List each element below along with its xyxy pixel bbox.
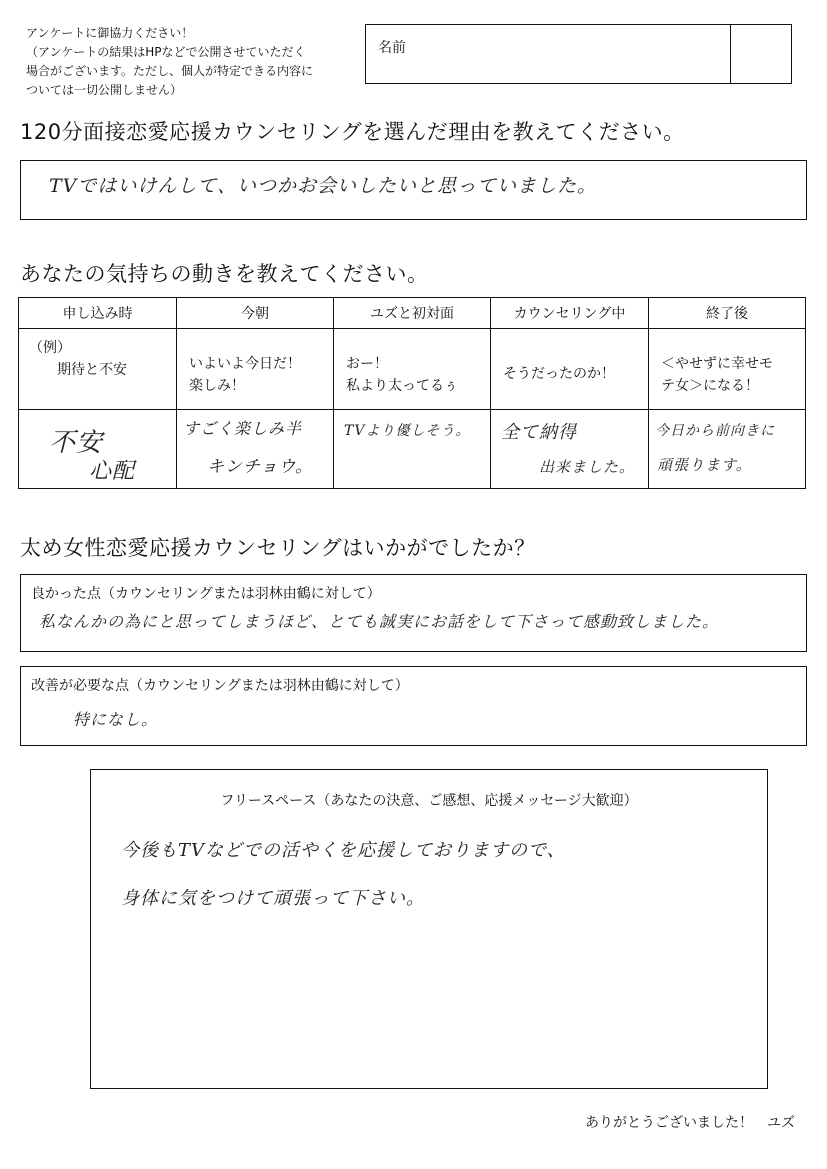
thanks-note: ありがとうございました！ ユズ xyxy=(585,1115,795,1131)
example-cell xyxy=(649,329,806,410)
free-space-line: 今後もTVなどでの活やくを応援しておりますので、 xyxy=(121,840,566,861)
answer-text: TVより優しそう。 xyxy=(344,423,471,439)
q3-heading: 太め女性恋愛応援カウンセリングはいかがでしたか？ xyxy=(20,536,536,560)
good-points-box[interactable] xyxy=(20,574,807,652)
improvement-label: 改善が必要な点（カウンセリングまたは羽林由鶴に対して） xyxy=(31,678,409,694)
intro-notice xyxy=(26,24,356,100)
example-text: ＜やせずに幸せモ xyxy=(661,356,773,372)
q1-answer-box[interactable] xyxy=(20,160,807,220)
improvement-answer: 特になし。 xyxy=(73,710,159,729)
example-text: いよいよ今日だ！ xyxy=(189,356,301,372)
name-label: 名前 xyxy=(378,40,406,56)
intro-line: （アンケートの結果はHPなどで公開させていただく xyxy=(26,45,306,59)
good-points-answer: 私なんかの為にと思ってしまうほど、とても誠実にお話をして下さって感動致しました。 xyxy=(39,612,720,631)
good-points-label: 良かった点（カウンセリングまたは羽林由鶴に対して） xyxy=(31,586,381,602)
answer-cell[interactable] xyxy=(334,410,491,489)
example-cell xyxy=(177,329,334,410)
name-field[interactable] xyxy=(365,24,792,84)
answer-cell[interactable] xyxy=(649,410,806,489)
intro-line: ついては一切公開しません） xyxy=(26,83,183,97)
example-text: テ女＞になる！ xyxy=(661,378,759,394)
free-space-box[interactable] xyxy=(90,769,768,1089)
example-cell xyxy=(491,329,649,410)
answer-text: 出来ました。 xyxy=(539,458,636,476)
answer-text: 心配 xyxy=(89,459,136,484)
column-header: カウンセリング中 xyxy=(491,298,649,329)
answer-cell[interactable] xyxy=(491,410,649,489)
free-space-line: 身体に気をつけて頑張って下さい。 xyxy=(121,888,425,909)
column-header: 申し込み時 xyxy=(19,298,177,329)
intro-line: アンケートに御協力ください！ xyxy=(26,26,194,40)
feelings-answer-row xyxy=(19,410,806,489)
answer-text: 全て納得 xyxy=(501,422,577,443)
feelings-table xyxy=(18,297,806,489)
column-header: 今朝 xyxy=(177,298,334,329)
feelings-example-row xyxy=(19,329,806,410)
example-cell xyxy=(19,329,177,410)
answer-cell[interactable] xyxy=(19,410,177,489)
column-header: ユズと初対面 xyxy=(334,298,491,329)
example-text: 期待と不安 xyxy=(57,362,127,378)
example-text: おー！ xyxy=(346,356,388,372)
answer-text: 不安 xyxy=(49,428,104,458)
example-tag: （例） xyxy=(29,340,71,356)
example-text: 私より太ってるぅ xyxy=(346,378,458,394)
q2-heading: あなたの気持ちの動きを教えてください。 xyxy=(20,262,429,286)
name-box-divider xyxy=(730,25,731,83)
example-text: 楽しみ！ xyxy=(189,378,245,394)
q1-heading: 120分面接恋愛応援カウンセリングを選んだ理由を教えてください。 xyxy=(20,120,685,144)
answer-text: キンチョウ。 xyxy=(207,457,313,477)
q1-answer: TVではいけんして、いつかお会いしたいと思っていました。 xyxy=(49,175,598,197)
answer-cell[interactable] xyxy=(177,410,334,489)
answer-text: すごく楽しみ半 xyxy=(183,419,303,438)
example-text: そうだったのか！ xyxy=(503,366,615,382)
improvement-box[interactable] xyxy=(20,666,807,746)
answer-text: 頑張ります。 xyxy=(657,456,752,474)
free-space-title: フリースペース（あなたの決意、ご感想、応援メッセージ大歓迎） xyxy=(220,793,638,809)
intro-line: 場合がございます。ただし、個人が特定できる内容に xyxy=(26,64,314,78)
feelings-header-row xyxy=(19,298,806,329)
answer-text: 今日から前向きに xyxy=(655,423,775,439)
example-cell xyxy=(334,329,491,410)
column-header: 終了後 xyxy=(649,298,806,329)
